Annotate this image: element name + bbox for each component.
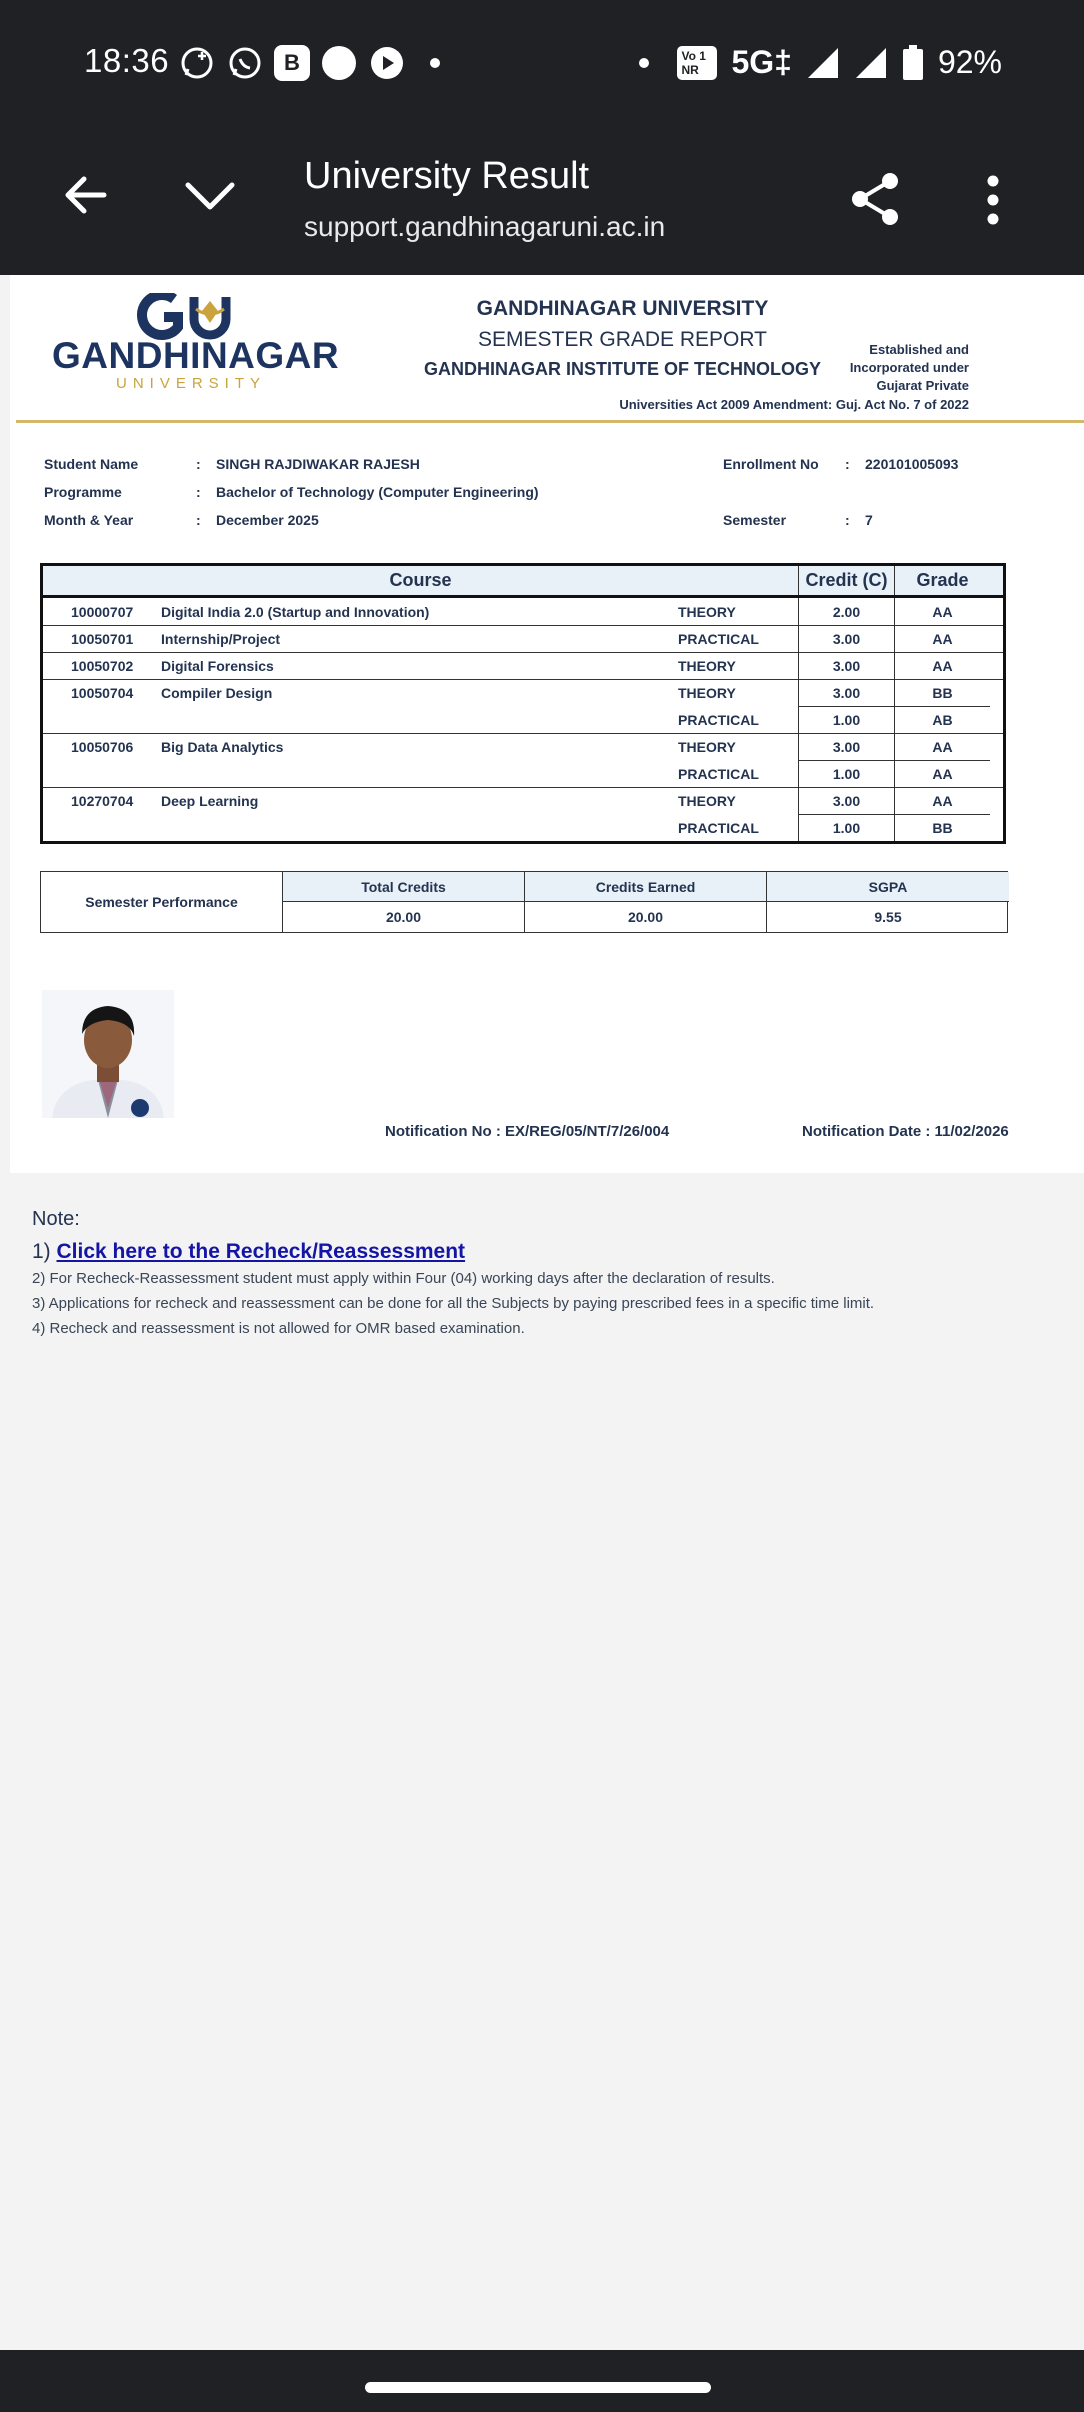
month-year-value: December 2025 <box>216 512 319 528</box>
course-table <box>40 563 1006 844</box>
course-credit: 3.00 <box>798 626 894 652</box>
top-bar <box>0 0 1084 275</box>
established-text <box>850 341 969 395</box>
course-code <box>43 760 153 787</box>
play-icon <box>368 44 406 82</box>
logo-word: GANDHINAGAR <box>52 335 340 376</box>
colon: : <box>845 512 850 528</box>
more-notifications-dot-icon <box>430 58 440 68</box>
page-title: University Result <box>304 155 590 197</box>
course-code <box>43 814 153 841</box>
recheck-link[interactable]: Click here to the Recheck/Reassessment <box>56 1240 466 1263</box>
logo-sub: UNIVERSITY <box>115 375 266 392</box>
total-credits-value: 20.00 <box>283 902 525 932</box>
whatsapp-business-icon <box>178 44 216 82</box>
course-grade: AB <box>894 706 990 733</box>
course-code: 10000707 <box>71 603 134 620</box>
student-photo <box>42 990 174 1118</box>
semester-performance-table <box>40 871 1008 933</box>
enrollment-value: 220101005093 <box>865 456 959 472</box>
volte-line1: Vo 1 <box>681 48 706 63</box>
course-grade: AA <box>894 734 990 760</box>
course-name: Big Data Analytics <box>161 739 284 755</box>
grade-header: Grade <box>894 566 990 595</box>
semester-label: Semester <box>723 512 787 528</box>
course-grade: AA <box>894 788 990 814</box>
table-row <box>43 760 1003 787</box>
course-code: 10270704 <box>71 793 134 809</box>
course-code: 10050704 <box>71 685 134 701</box>
course-type: THEORY <box>678 739 736 755</box>
course-grade: BB <box>894 814 990 841</box>
course-name: Internship/Project <box>161 631 281 647</box>
course-credit: 3.00 <box>798 788 894 814</box>
course-name <box>153 760 678 787</box>
note-item-3: 3) Applications for recheck and reassessment can be done for all the Subjects by paying prescribed fees in a specific time limit. <box>32 1295 875 1312</box>
table-row <box>43 787 1003 814</box>
note-title: Note: <box>32 1208 80 1230</box>
course-credit: 3.00 <box>798 680 894 706</box>
b-app-icon: B <box>274 45 310 81</box>
course-type: PRACTICAL <box>678 631 759 647</box>
system-icons <box>639 44 1002 81</box>
established-line-3: Gujarat Private <box>876 378 969 393</box>
course-type: PRACTICAL <box>678 711 759 728</box>
status-bar <box>0 0 1084 125</box>
course-credit: 1.00 <box>798 706 894 733</box>
course-type: THEORY <box>678 685 736 701</box>
student-name-label: Student Name <box>44 456 139 472</box>
credits-earned-value: 20.00 <box>525 902 767 932</box>
notification-date: Notification Date : 11/02/2026 <box>802 1123 1009 1140</box>
note-item-1-prefix: 1) <box>32 1240 57 1263</box>
grade-report <box>10 275 1084 1173</box>
course-grade: BB <box>894 680 990 706</box>
logo-mark-icon <box>134 293 254 341</box>
course-credit: 1.00 <box>798 814 894 841</box>
established-line-2: Incorporated under <box>849 360 969 375</box>
course-name: Deep Learning <box>161 793 259 809</box>
circle-app-icon <box>320 44 358 82</box>
course-header: Course <box>389 570 452 590</box>
credit-header: Credit (C) <box>798 566 894 595</box>
established-line-1: Established and <box>869 342 969 357</box>
course-type: THEORY <box>678 793 736 809</box>
course-grade: AA <box>894 626 990 652</box>
note-item-4: 4) Recheck and reassessment is not allowed for OMR based examination. <box>32 1320 525 1337</box>
status-time: 18:36 <box>84 42 170 79</box>
table-row <box>43 652 1003 679</box>
course-credit: 3.00 <box>798 734 894 760</box>
table-row <box>43 814 1003 841</box>
colon: : <box>196 512 201 528</box>
sgpa-value: 9.55 <box>874 909 902 925</box>
course-type: THEORY <box>678 658 736 674</box>
course-type: THEORY <box>678 603 736 620</box>
course-code: 10050706 <box>71 739 134 755</box>
course-name <box>153 814 678 841</box>
credits-earned-header: Credits Earned <box>525 872 767 902</box>
month-year-label: Month & Year <box>44 512 134 528</box>
programme-value: Bachelor of Technology (Computer Engineering) <box>216 484 539 500</box>
header-divider <box>16 420 1084 423</box>
total-credits-header: Total Credits <box>283 872 525 902</box>
sgpa-header: SGPA <box>767 872 1009 902</box>
table-row <box>43 706 1003 733</box>
notification-icons <box>178 44 440 82</box>
table-row <box>43 679 1003 706</box>
heading-institute: GANDHINAGAR INSTITUTE OF TECHNOLOGY <box>424 359 821 379</box>
more-options-icon[interactable] <box>985 175 1001 225</box>
programme-label: Programme <box>44 484 122 500</box>
course-name: Digital Forensics <box>161 658 274 674</box>
course-grade: AA <box>894 653 990 679</box>
note-item-1 <box>32 1240 465 1264</box>
course-type: PRACTICAL <box>678 765 759 782</box>
student-name-value: SINGH RAJDIWAKAR RAJESH <box>216 456 420 472</box>
course-table-body <box>43 598 1003 841</box>
course-name <box>153 706 678 733</box>
whatsapp-icon <box>226 44 264 82</box>
course-credit: 3.00 <box>798 653 894 679</box>
back-arrow-icon[interactable] <box>60 170 110 220</box>
course-grade: AA <box>894 598 990 625</box>
notification-number: Notification No : EX/REG/05/NT/7/26/004 <box>385 1123 670 1140</box>
battery-percent: 92% <box>937 44 1002 80</box>
volte-badge <box>677 46 717 80</box>
navigation-bar <box>0 2350 1084 2412</box>
course-name: Compiler Design <box>161 685 273 701</box>
dot-icon <box>639 58 649 68</box>
course-code: 10050701 <box>71 631 134 647</box>
table-row <box>43 625 1003 652</box>
university-logo <box>52 293 340 392</box>
heading-report: SEMESTER GRADE REPORT <box>478 328 767 351</box>
heading-university: GANDHINAGAR UNIVERSITY <box>476 297 769 320</box>
course-type: PRACTICAL <box>678 819 759 836</box>
semester-performance-label: Semester Performance <box>41 872 283 932</box>
colon: : <box>196 484 201 500</box>
signal-2-icon <box>854 46 888 80</box>
note-item-2: 2) For Recheck-Reassessment student must apply within Four (04) working days after the declaration of results. <box>32 1270 775 1287</box>
app-bar <box>0 125 1084 275</box>
enrollment-label: Enrollment No <box>723 456 819 472</box>
page-url: support.gandhinagaruni.ac.in <box>304 211 666 242</box>
course-credit: 2.00 <box>798 598 894 625</box>
course-code: 10050702 <box>71 658 134 674</box>
signal-icon <box>806 46 840 80</box>
course-code <box>43 706 153 733</box>
table-row <box>43 733 1003 760</box>
course-name: Digital India 2.0 (Startup and Innovation) <box>161 603 430 620</box>
chevron-down-icon[interactable] <box>184 177 236 217</box>
network-type: 5G‡ <box>731 44 792 80</box>
table-row <box>43 598 1003 625</box>
semester-value: 7 <box>865 512 873 528</box>
gesture-handle[interactable] <box>365 2382 711 2393</box>
course-grade: AA <box>894 760 990 787</box>
course-credit: 1.00 <box>798 760 894 787</box>
colon: : <box>845 456 850 472</box>
established-act: Universities Act 2009 Amendment: Guj. Act No. 7 of 2022 <box>619 397 969 412</box>
course-table-header <box>43 566 1003 598</box>
share-icon[interactable] <box>848 171 902 227</box>
battery-icon <box>902 45 924 81</box>
volte-line2: NR <box>681 62 699 77</box>
colon: : <box>196 456 201 472</box>
